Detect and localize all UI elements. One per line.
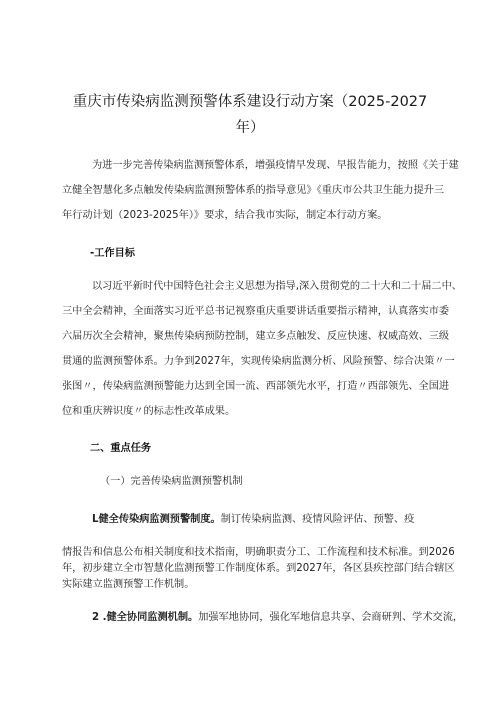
item2-rest: 加强军地协同，强化军地信息共享、会商研判、学术交流， (198, 612, 464, 623)
intro-line-3: 年行动计划（2023-2025年）》要求，结合我市实际，制定本行动方案。 (62, 210, 388, 221)
document-title-line1: 重庆市传染病监测预警体系建设行动方案（2025-2027 (72, 94, 428, 110)
intro-line-1: 为进一步完善传染病监测预警体系，增强疫情早发现、早报告能力，按照《关于建 (92, 160, 459, 171)
section1-line-5: 张图〃，传染病监测预警能力达到全国一流、西部领先水平，打造〃西部领先、全国进 (62, 381, 450, 392)
item1-lead: L健全传染病监测预警制度。 (92, 514, 221, 525)
intro-line-2: 立健全智慧化多点触发传染病监测预警体系的指导意见》《重庆市公共卫生能力提升三 (62, 185, 445, 196)
item1-rest: 制订传染病监测、疫情风险评估、预警、疫 (220, 514, 415, 525)
item2-first-line (92, 611, 463, 625)
section1-line-2: 三中全会精神，全面落实习近平总书记视察重庆重要讲话重要指示精神，认真落实市委 (62, 306, 450, 317)
item1-line-3: 年，初步建立全市智慧化监测预警工作制度体系。到2027年，各区县疾控部门结合辖区 (62, 563, 455, 574)
document-title-line2: 年） (235, 120, 265, 136)
item2-lead: 2 .健全协同监测机制。 (92, 612, 199, 623)
section1-heading: -工作目标 (90, 248, 135, 259)
item1-first-line (92, 513, 414, 527)
section1-line-3: 六届历次全会精神，聚焦传染病预防控制，建立多点触发、反应快速、权威高效、三级 (62, 331, 450, 342)
section1-line-4: 贯通的监测预警体系。力争到2027年，实现传染病监测分析、风险预警、综合决策〃一 (62, 356, 455, 367)
item1-line-4: 实际建立监测预警工作机制。 (62, 579, 195, 590)
section1-line-6: 位和重庆辨识度〃的标志性改革成果。 (62, 406, 236, 417)
section1-line-1: 以习近平新时代中国特色社会主义思想为指导,深入贯彻党的二十大和二十届二中、 (92, 281, 462, 292)
item1-line-2: 情报告和信息公布相关制度和技术指南，明确职责分工、工作流程和技术标准。到2026 (62, 547, 455, 558)
subsection1-heading: （一）完善传染病监测预警机制 (100, 476, 243, 487)
section2-heading: 二、重点任务 (90, 443, 152, 454)
